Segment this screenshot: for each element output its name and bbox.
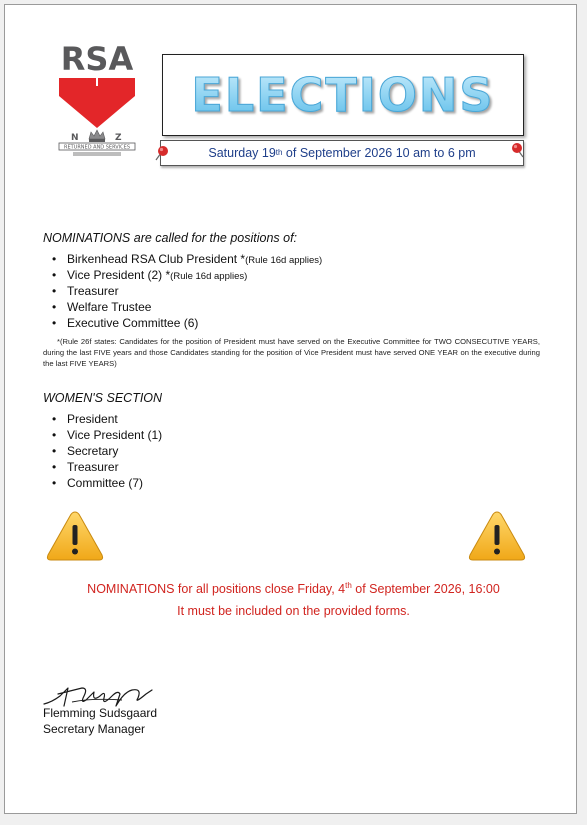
list-item: • Treasurer — [52, 460, 119, 474]
svg-text:RETURNED AND SERVICES: RETURNED AND SERVICES — [63, 144, 131, 151]
list-item: • Vice President (1) — [52, 428, 163, 442]
nominations-heading: NOMINATIONS are called for the positions of: — [43, 231, 298, 245]
rule-note: *(Rule 26f states: Candidates for the position of President must have served on the Executive Committee for TWO CONSECUTIVE YEARS, during the last FIVE years and those Candidates standing for the position of Vice President must have served ONE YEAR on the executive during the last FIVE YEARS) — [43, 337, 540, 368]
signatory-title: Secretary Manager — [43, 722, 146, 736]
list-item: • Vice President (2) *(Rule 16d applies) — [52, 268, 248, 282]
event-date: Saturday 19 th of September 2026 10 am to 6 pm — [160, 140, 524, 166]
crown-badge-icon — [57, 128, 137, 158]
list-item: • Treasurer — [52, 284, 119, 298]
list-item: • Committee (7) — [52, 476, 144, 490]
list-item: • Executive Committee (6) — [52, 316, 199, 330]
rsa-logo — [52, 40, 142, 159]
nominations-list — [52, 251, 322, 331]
list-item: • Birkenhead RSA Club President *(Rule 16d applies) — [52, 252, 323, 266]
svg-text:Z: Z — [115, 133, 122, 143]
womens-section-list — [52, 411, 162, 491]
warning-triangle-icon — [467, 509, 527, 563]
warning-triangle-icon — [45, 509, 105, 563]
date-suffix: of September 2026 10 am to 6 pm — [282, 146, 476, 160]
list-item: • President — [52, 412, 118, 426]
heart-icon — [57, 74, 137, 130]
logo-wordmark: RSA — [60, 40, 134, 78]
womens-section-heading: WOMEN'S SECTION — [43, 391, 163, 405]
page-title: ELECTIONS — [191, 68, 495, 122]
forms-notice: It must be included on the provided forms. — [177, 604, 410, 618]
pushpin-icon — [510, 141, 526, 159]
list-item: • Welfare Trustee — [52, 300, 152, 314]
svg-text:N: N — [71, 133, 79, 143]
signatory-name: Flemming Sudsgaard — [43, 706, 158, 720]
date-prefix: Saturday 19 — [208, 146, 276, 160]
list-item: • Secretary — [52, 444, 119, 458]
pushpin-icon — [153, 144, 169, 162]
closing-notice: NOMINATIONS for all positions close Friday, 4th of September 2026, 16:00 — [87, 580, 500, 596]
title-box — [162, 54, 524, 136]
